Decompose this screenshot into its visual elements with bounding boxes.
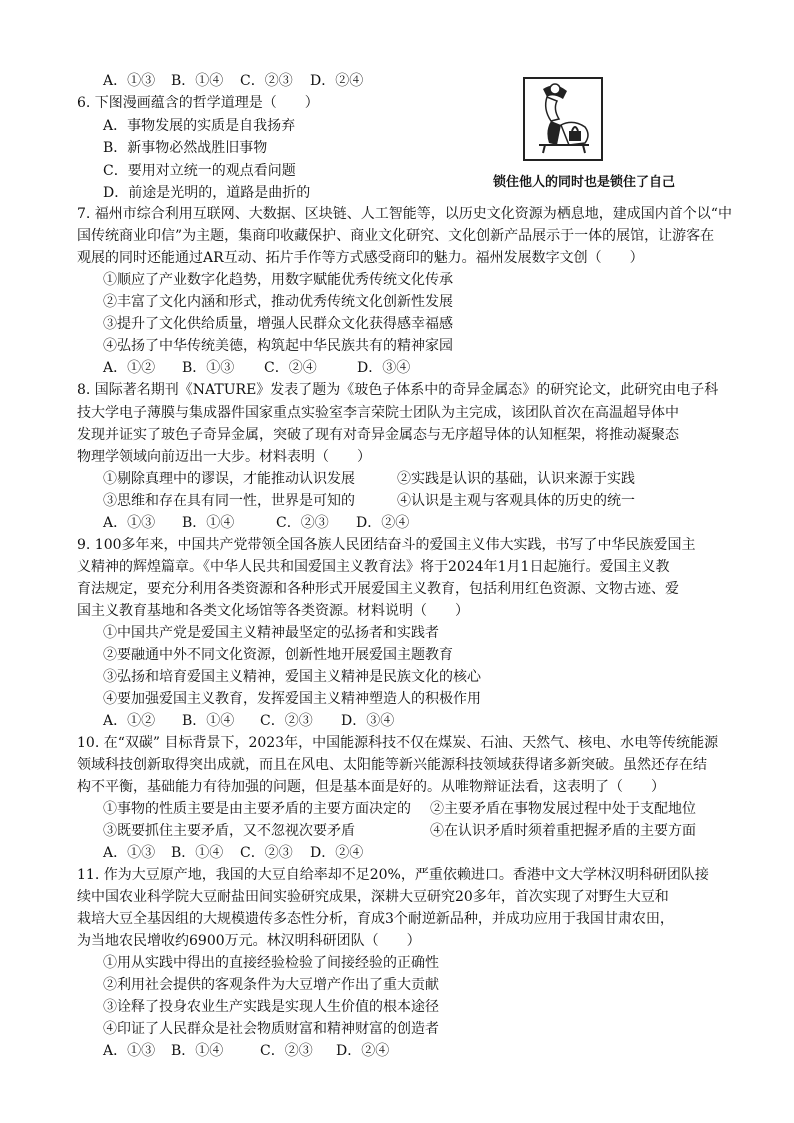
- cartoon-image: [523, 77, 603, 161]
- q8-stem-line-1: 8. 国际著名期刊《NATURE》发表了题为《玻色子体系中的奇异金属态》的研究论文，此研究由电子科: [77, 382, 719, 398]
- q7-option-c: C．②④: [264, 360, 317, 376]
- q6-option-c: C．要用对立统一的观点看问题: [103, 163, 296, 179]
- q10-option-a: A．①③: [103, 845, 156, 861]
- q10-item-2: ②主要矛盾在事物发展过程中处于支配地位: [430, 801, 696, 817]
- q8-option-d: D．②④: [356, 515, 410, 531]
- q9-stem-line-2: 义精神的辉煌篇章。《中华人民共和国爱国主义教育法》将于2024年1月1日起施行。爱国主义教: [77, 559, 670, 575]
- q7-item-2: ②丰富了文化内涵和形式，推动优秀传统文化创新性发展: [103, 294, 453, 310]
- q11-stem-line-3: 栽培大豆全基因组的大规模遗传多态性分析，育成3个耐逆新品种，并成功应用于我国甘肃农田，: [77, 911, 674, 927]
- q9-stem-line-1: 9. 100多年来，中国共产党带领全国各族人民团结奋斗的爱国主义伟大实践，书写了中华民族爱国主: [77, 537, 696, 553]
- q9-stem-line-3: 育法规定，要充分利用各类资源和各种形式开展爱国主义教育，包括利用红色资源、文物古迹、爱: [77, 581, 679, 597]
- q7-option-a: A．①②: [103, 360, 156, 376]
- q7-stem-line-3: 观展的同时还能通过AR互动、拓片手作等方式感受商印的魅力。福州发展数字文创（ ）: [77, 250, 644, 266]
- q6-option-a: A．事物发展的实质是自我扬弃: [103, 118, 296, 134]
- q11-option-c: C．②③: [260, 1043, 313, 1059]
- q8-stem-line-4: 物理学领域向前迈出一大步。材料表明（ ）: [77, 449, 371, 465]
- q9-item-1: ①中国共产党是爱国主义精神最坚定的弘扬者和实践者: [103, 625, 439, 641]
- q10-stem-line-2: 领域科技创新取得突出成就，而且在风电、太阳能等新兴能源科技领域获得诸多新突破。虽然还存在结: [77, 757, 707, 773]
- q8-option-c: C．②③: [276, 515, 329, 531]
- q8-option-a: A．①③: [103, 515, 156, 531]
- cartoon-caption: 锁住他人的同时也是锁住了自己: [493, 175, 676, 190]
- q7-option-b: B．①③: [182, 360, 235, 376]
- q11-item-3: ③诠释了投身农业生产实践是实现人生价值的根本途径: [103, 999, 439, 1015]
- q11-stem-line-2: 续中国农业科学院大豆耐盐田间实验研究成果，深耕大豆研究20多年，首次实现了对野生大豆和: [77, 889, 669, 905]
- q10-stem-line-3: 构不平衡，基础能力有待加强的问题，但是基本面是好的。从唯物辩证法看，这表明了（ ）: [77, 779, 665, 795]
- q5-option-c: C．②③: [240, 73, 293, 89]
- q5-option-a: A．①③: [103, 73, 156, 89]
- q9-stem-line-4: 国主义教育基地和各类文化场馆等各类资源。材料说明（ ）: [77, 603, 469, 619]
- q5-option-b: B．①④: [171, 73, 224, 89]
- q8-item-1: ①剔除真理中的谬误，才能推动认识发展: [103, 471, 355, 487]
- q11-stem-line-4: 为当地农民增收约6900万元。林汉明科研团队（ ）: [77, 933, 421, 949]
- q9-item-3: ③弘扬和培育爱国主义精神，爱国主义精神是民族文化的核心: [103, 669, 481, 685]
- q11-item-4: ④印证了人民群众是社会物质财富和精神财富的创造者: [103, 1021, 439, 1037]
- q9-option-a: A．①②: [103, 713, 156, 729]
- q11-stem-line-1: 11. 作为大豆原产地，我国的大豆自给率却不足20%，严重依赖进口。香港中文大学林汉明科研团队接: [77, 867, 709, 883]
- q8-item-2: ②实践是认识的基础，认识来源于实践: [397, 471, 635, 487]
- q11-option-b: B．①④: [171, 1043, 224, 1059]
- q7-option-d: D．③④: [357, 360, 411, 376]
- q10-option-d: D．②④: [310, 845, 364, 861]
- q6-option-d: D．前途是光明的，道路是曲折的: [103, 185, 311, 201]
- q11-item-2: ②利用社会提供的客观条件为大豆增产作出了重大贡献: [103, 977, 439, 993]
- cartoon-lock-figure-icon: [525, 79, 601, 159]
- q9-option-b: B．①④: [182, 713, 235, 729]
- q10-option-b: B．①④: [171, 845, 224, 861]
- q7-item-3: ③提升了文化供给质量，增强人民群众文化获得感幸福感: [103, 316, 453, 332]
- q10-option-c: C．②③: [240, 845, 293, 861]
- q8-stem-line-2: 技大学电子薄膜与集成器件国家重点实验室李言荣院士团队为主完成，该团队首次在高温超导体中: [77, 405, 679, 421]
- q10-stem-line-1: 10. 在“双碳” 目标背景下，2023年，中国能源科技不仅在煤炭、石油、天然气、核电、水电等传统能源: [77, 735, 719, 751]
- q9-item-2: ②要融通中外不同文化资源，创新性地开展爱国主题教育: [103, 647, 453, 663]
- q6-stem: 6. 下图漫画蕴含的哲学道理是（ ）: [77, 95, 319, 111]
- q10-item-4: ④在认识矛盾时须着重把握矛盾的主要方面: [430, 823, 696, 839]
- q7-stem-line-2: 国传统商业印信”为主题，集商印收藏保护、商业文化研究、文化创新产品展示于一体的展馆，让游客在: [77, 228, 715, 244]
- q5-option-d: D．②④: [310, 73, 364, 89]
- q7-item-4: ④弘扬了中华传统美德，构筑起中华民族共有的精神家园: [103, 338, 453, 354]
- q10-item-1: ①事物的性质主要是由主要矛盾的主要方面决定的: [103, 801, 411, 817]
- q10-item-3: ③既要抓住主要矛盾，又不忽视次要矛盾: [103, 823, 355, 839]
- q9-option-c: C．②③: [260, 713, 313, 729]
- q8-option-b: B．①④: [182, 515, 235, 531]
- q7-item-1: ①顺应了产业数字化趋势，用数字赋能优秀传统文化传承: [103, 272, 453, 288]
- q8-item-4: ④认识是主观与客观具体的历史的统一: [397, 493, 635, 509]
- q9-item-4: ④要加强爱国主义教育，发挥爱国主义精神塑造人的积极作用: [103, 691, 481, 707]
- q11-item-1: ①用从实践中得出的直接经验检验了间接经验的正确性: [103, 955, 439, 971]
- q8-item-3: ③思维和存在具有同一性，世界是可知的: [103, 493, 355, 509]
- q11-option-d: D．②④: [336, 1043, 390, 1059]
- q8-stem-line-3: 发现并证实了玻色子奇异金属，突破了现有对奇异金属态与无序超导体的认知框架，将推动凝聚态: [77, 427, 679, 443]
- q7-stem-line-1: 7. 福州市综合利用互联网、大数据、区块链、人工智能等，以历史文化资源为栖息地，建成国内首个以“中: [77, 206, 732, 222]
- q6-option-b: B．新事物必然战胜旧事物: [103, 140, 268, 156]
- q11-option-a: A．①③: [103, 1043, 156, 1059]
- q9-option-d: D．③④: [341, 713, 395, 729]
